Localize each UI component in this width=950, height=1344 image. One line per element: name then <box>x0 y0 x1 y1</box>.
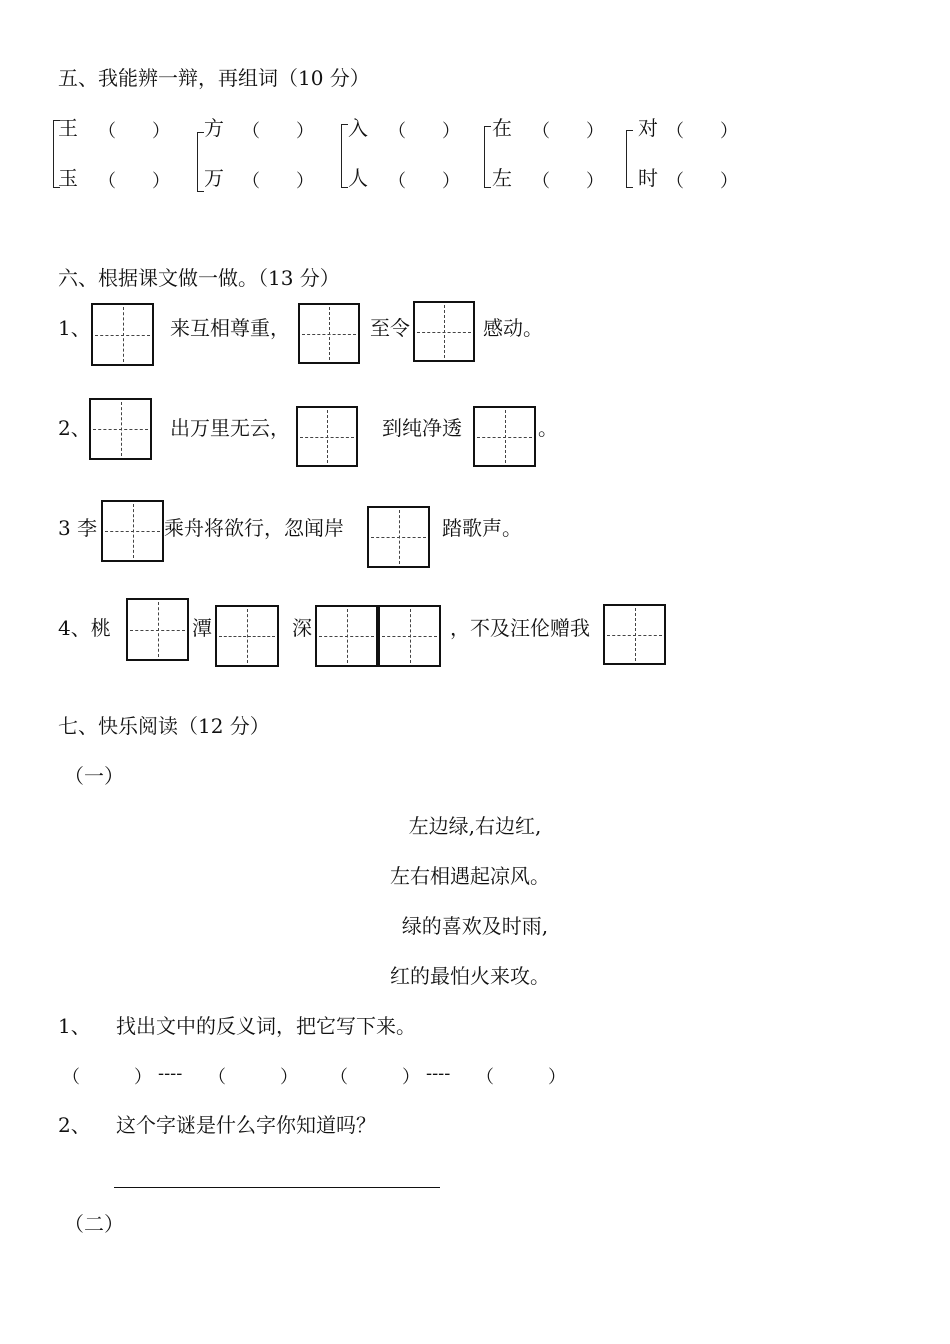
tianzige-box[interactable] <box>126 598 189 661</box>
answer-blank[interactable]: （ ） <box>388 171 460 192</box>
pair-char-bottom: 玉 <box>58 166 78 190</box>
question-text: 。 <box>538 416 558 440</box>
question-number: 2、 <box>58 416 91 440</box>
tianzige-box[interactable] <box>315 605 378 667</box>
brace-icon <box>626 130 633 188</box>
brace-icon <box>341 124 348 188</box>
question-number: 2、 <box>58 1113 91 1137</box>
section7-title: 七、快乐阅读（12 分） <box>58 714 270 738</box>
answer-blank[interactable]: （ ） <box>476 1067 566 1088</box>
question-text: 踏歌声。 <box>442 516 522 540</box>
pair-char-bottom: 人 <box>348 166 368 190</box>
answer-blank[interactable]: （ ） <box>98 171 170 192</box>
pair-char-bottom: 左 <box>492 166 512 190</box>
question-number: 4、桃 <box>58 616 111 640</box>
answer-blank[interactable]: （ ） <box>62 1067 152 1088</box>
tianzige-box[interactable] <box>296 406 358 467</box>
section6-title: 六、根据课文做一做。（13 分） <box>58 266 340 290</box>
question-text: 这个字谜是什么字你知道吗？ <box>116 1113 376 1137</box>
question-text: 来互相尊重， <box>170 316 290 340</box>
tianzige-box[interactable] <box>603 604 666 665</box>
poem-line: 红的最怕火来攻。 <box>390 964 550 988</box>
part-label: （二） <box>64 1212 124 1236</box>
question-text: 到纯净透 <box>382 416 462 440</box>
tianzige-box[interactable] <box>298 303 360 364</box>
answer-blank[interactable]: （ ） <box>666 171 738 192</box>
answer-blank[interactable]: （ ） <box>532 121 604 142</box>
tianzige-box[interactable] <box>473 406 536 467</box>
question-text: ，不及汪伦赠我 <box>450 616 590 640</box>
pair-char-top: 在 <box>492 116 512 140</box>
answer-blank[interactable]: （ ） <box>208 1067 298 1088</box>
question-number: 1、 <box>58 1014 91 1038</box>
pair-char-top: 王 <box>58 116 78 140</box>
brace-icon <box>484 126 491 188</box>
pair-char-bottom: 万 <box>204 166 224 190</box>
answer-blank[interactable]: （ ） <box>98 121 170 142</box>
answer-blank[interactable]: （ ） <box>242 171 314 192</box>
pair-char-top: 方 <box>204 116 224 140</box>
dash-separator: ---- <box>426 1063 451 1084</box>
question-text: 乘舟将欲行，忽闻岸 <box>164 516 344 540</box>
tianzige-box[interactable] <box>367 506 430 568</box>
answer-blank[interactable]: （ ） <box>532 171 604 192</box>
tianzige-box[interactable] <box>215 605 279 667</box>
tianzige-box[interactable] <box>91 303 154 366</box>
poem-line: 左边绿,右边红, <box>408 814 542 838</box>
tianzige-box[interactable] <box>89 398 152 460</box>
question-text: 深 <box>292 616 312 640</box>
question-number: 3 李 <box>58 516 98 540</box>
question-text: 至令 <box>370 316 410 340</box>
dash-separator: ---- <box>158 1063 183 1084</box>
question-text: 找出文中的反义词，把它写下来。 <box>116 1014 416 1038</box>
answer-blank[interactable]: （ ） <box>666 121 738 142</box>
answer-blank[interactable]: （ ） <box>242 121 314 142</box>
answer-line[interactable] <box>114 1187 440 1188</box>
tianzige-box[interactable] <box>101 500 164 562</box>
part-label: （一） <box>64 764 124 788</box>
question-text: 感动。 <box>483 316 543 340</box>
answer-blank[interactable]: （ ） <box>330 1067 420 1088</box>
question-text: 潭 <box>192 616 212 640</box>
question-text: 出万里无云， <box>170 416 290 440</box>
question-number: 1、 <box>58 316 91 340</box>
tianzige-box[interactable] <box>378 605 441 667</box>
poem-line: 绿的喜欢及时雨, <box>401 914 549 938</box>
pair-char-bottom: 时 <box>638 166 658 190</box>
poem-line: 左右相遇起凉风。 <box>390 864 550 888</box>
brace-icon <box>197 132 204 192</box>
tianzige-box[interactable] <box>413 301 475 362</box>
pair-char-top: 对 <box>638 116 658 140</box>
answer-blank[interactable]: （ ） <box>388 121 460 142</box>
section5-title: 五、我能辨一辩，再组词（10 分） <box>58 66 370 90</box>
pair-char-top: 入 <box>348 116 368 140</box>
